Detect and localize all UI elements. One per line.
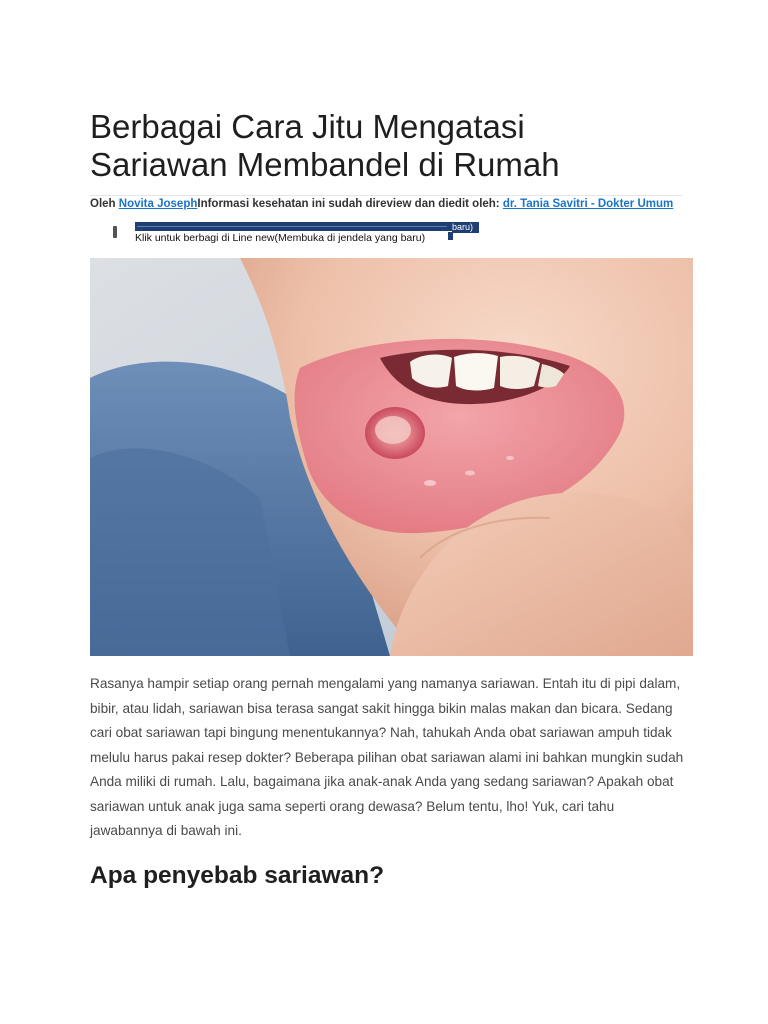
- byline: [90, 198, 673, 210]
- title-line-2: Sariawan Membandel di Rumah: [90, 146, 560, 183]
- share-line-icon[interactable]: [113, 226, 117, 238]
- intro-paragraph: Rasanya hampir setiap orang pernah mengalami yang namanya sariawan. Entah itu di pipi dalam, bibir, atau lidah, sariawan bisa terasa sangat sakit hingga bikin malas makan dan bicara. Sedang cari obat sariawan tapi bingung menentukannya? Nah, tahukah Anda obat sariawan ampuh tidak melulu harus pakai resep dokter? Beberapa pilihan obat sariawan alami ini bahkan mungkin sudah Anda miliki di rumah. Lalu, bagaimana jika anak-anak Anda yang sedang sariawan? Apakah obat sariawan untuk anak juga sama seperti orang dewasa? Belum tentu, lho! Yuk, cari tahu jawabannya di bawah ini.: [90, 676, 684, 838]
- mouth-ulcer-photo: [90, 258, 693, 656]
- byline-divider: [90, 195, 682, 196]
- article-title: [90, 108, 690, 184]
- reviewer-link[interactable]: dr. Tania Savitri - Dokter Umum: [502, 198, 674, 210]
- share-bar-line: [137, 226, 447, 227]
- author-link[interactable]: Novita Joseph: [118, 198, 198, 210]
- byline-prefix: Oleh: [90, 198, 119, 210]
- share-marker: [448, 232, 453, 240]
- share-line-link[interactable]: Klik untuk berbagi di Line new(Membuka di jendela yang baru): [135, 232, 426, 244]
- title-line-1: Berbagai Cara Jitu Mengatasi: [90, 108, 525, 145]
- review-text: Informasi kesehatan ini sudah direview dan diedit oleh:: [197, 198, 503, 210]
- hero-image: [90, 258, 693, 656]
- section-heading: Apa penyebab sariawan?: [90, 862, 385, 889]
- share-bar-tail[interactable]: baru): [452, 222, 479, 233]
